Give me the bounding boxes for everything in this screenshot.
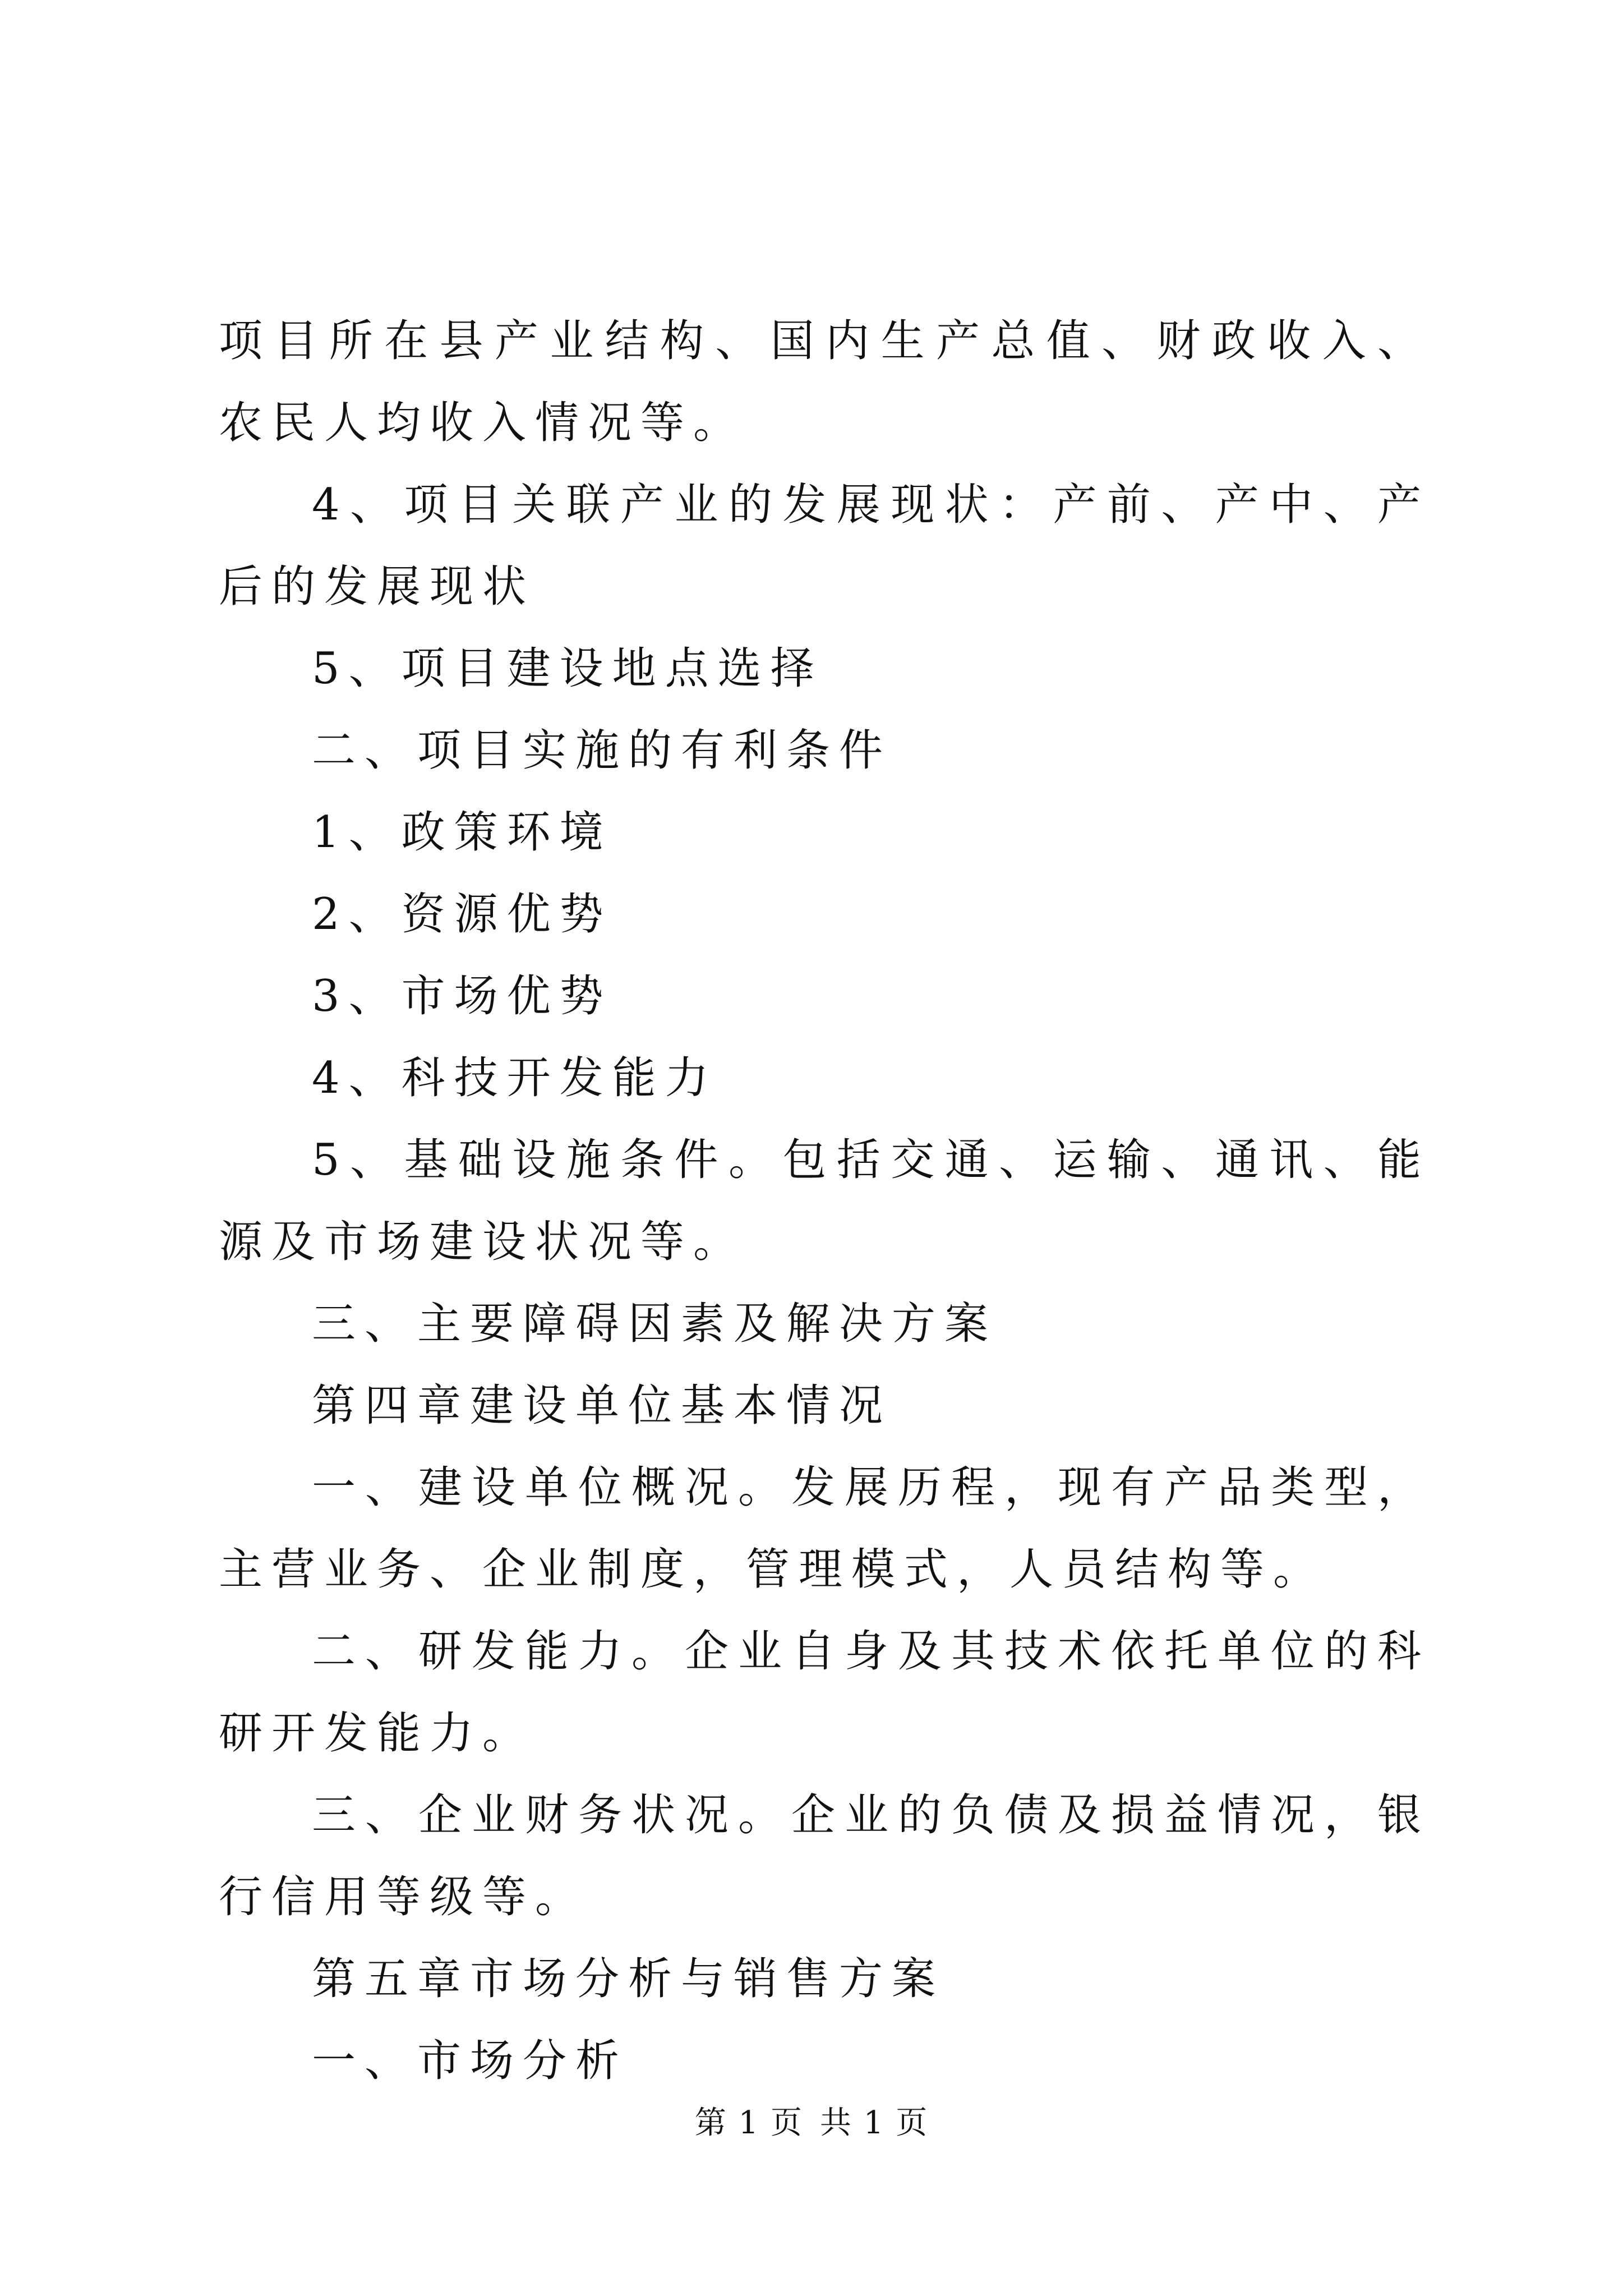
section-heading-market-analysis: 一、市场分析 xyxy=(312,2036,629,2086)
paragraph-continuation: 项目所在县产业结构、国内生产总值、财政收入、农民人均收入情况等。 xyxy=(219,316,1430,448)
list-item-infrastructure: 5、基础设施条件。包括交通、运输、通讯、能源及市场建设状况等。 xyxy=(219,1135,1430,1267)
list-item-tech-development: 4、科技开发能力 xyxy=(312,1053,718,1103)
list-item-market-advantage: 3、市场优势 xyxy=(312,971,612,1022)
page-footer xyxy=(0,2101,1623,2146)
total-pages: 共 1 页 xyxy=(820,2105,929,2141)
chapter-heading-4: 第四章建设单位基本情况 xyxy=(312,1381,892,1431)
paragraph-rd-capability: 二、研发能力。企业自身及其技术依托单位的科研开发能力。 xyxy=(219,1626,1430,1759)
section-heading-obstacles: 三、主要障碍因素及解决方案 xyxy=(312,1299,998,1349)
document-body xyxy=(219,300,1430,2102)
section-heading-favorable-conditions: 二、项目实施的有利条件 xyxy=(312,725,892,776)
list-item-resource-advantage: 2、资源优势 xyxy=(312,889,612,940)
paragraph-financial-status: 三、企业财务状况。企业的负债及损益情况，银行信用等级等。 xyxy=(219,1790,1430,1922)
paragraph-site-selection: 5、项目建设地点选择 xyxy=(312,643,823,694)
paragraph-related-industries: 4、项目关联产业的发展现状：产前、产中、产后的发展现状 xyxy=(219,480,1430,612)
page-number: 第 1 页 xyxy=(694,2105,803,2141)
paragraph-unit-overview: 一、建设单位概况。发展历程，现有产品类型，主营业务、企业制度，管理模式，人员结构等。 xyxy=(219,1462,1430,1595)
list-item-policy-environment: 1、政策环境 xyxy=(312,807,612,858)
chapter-heading-5: 第五章市场分析与销售方案 xyxy=(312,1954,945,2004)
